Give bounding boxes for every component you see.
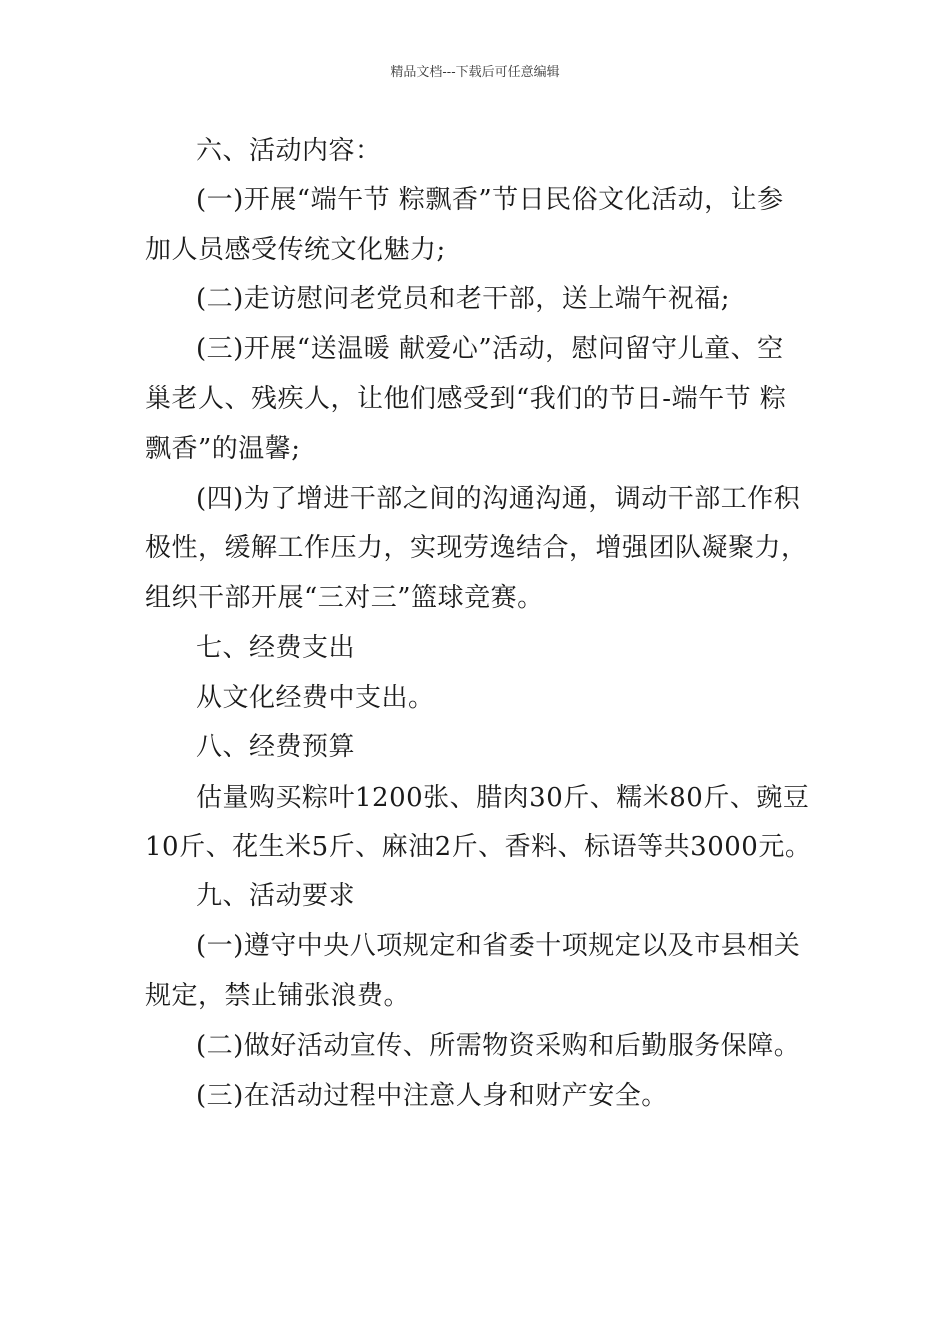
paragraph-line: 极性，缓解工作压力，实现劳逸结合，增强团队凝聚力， (145, 533, 808, 563)
section-heading-requirements: 九、活动要求 (196, 881, 356, 911)
paragraph-line: 估量购买粽叶1200张、腊肉30斤、糯米80斤、豌豆 (196, 783, 810, 813)
paragraph-line: (三)开展“送温暖 献爱心”活动，慰问留守儿童、空 (196, 334, 784, 364)
section-heading-activity-content: 六、活动内容： (196, 136, 382, 166)
paragraph-line: 10斤、花生米5斤、麻油2斤、香料、标语等共3000元。 (145, 832, 812, 862)
paragraph-line: 规定，禁止铺张浪费。 (145, 981, 411, 1011)
page-header: 精品文档---下载后可任意编辑 (390, 65, 560, 80)
paragraph-line: 组织干部开展“三对三”篮球竞赛。 (145, 583, 544, 613)
paragraph-line: (二)走访慰问老党员和老干部，送上端午祝福; (196, 284, 731, 314)
paragraph-line: 飘香”的温馨; (145, 434, 301, 464)
paragraph-line: 巢老人、残疾人，让他们感受到“我们的节日-端午节 粽 (145, 384, 787, 414)
paragraph-line: 加人员感受传统文化魅力; (145, 235, 446, 265)
paragraph-line: (二)做好活动宣传、所需物资采购和后勤服务保障。 (196, 1031, 801, 1061)
paragraph-line: (一)开展“端午节 粽飘香”节日民俗文化活动，让参 (196, 185, 784, 215)
paragraph-line: (一)遵守中央八项规定和省委十项规定以及市县相关 (196, 931, 801, 961)
paragraph-line: 从文化经费中支出。 (196, 683, 435, 713)
paragraph-line: (四)为了增进干部之间的沟通沟通，调动干部工作积 (196, 484, 801, 514)
section-heading-budget: 八、经费预算 (196, 732, 356, 762)
section-heading-expenses: 七、经费支出 (196, 633, 356, 663)
paragraph-line: (三)在活动过程中注意人身和财产安全。 (196, 1081, 668, 1111)
